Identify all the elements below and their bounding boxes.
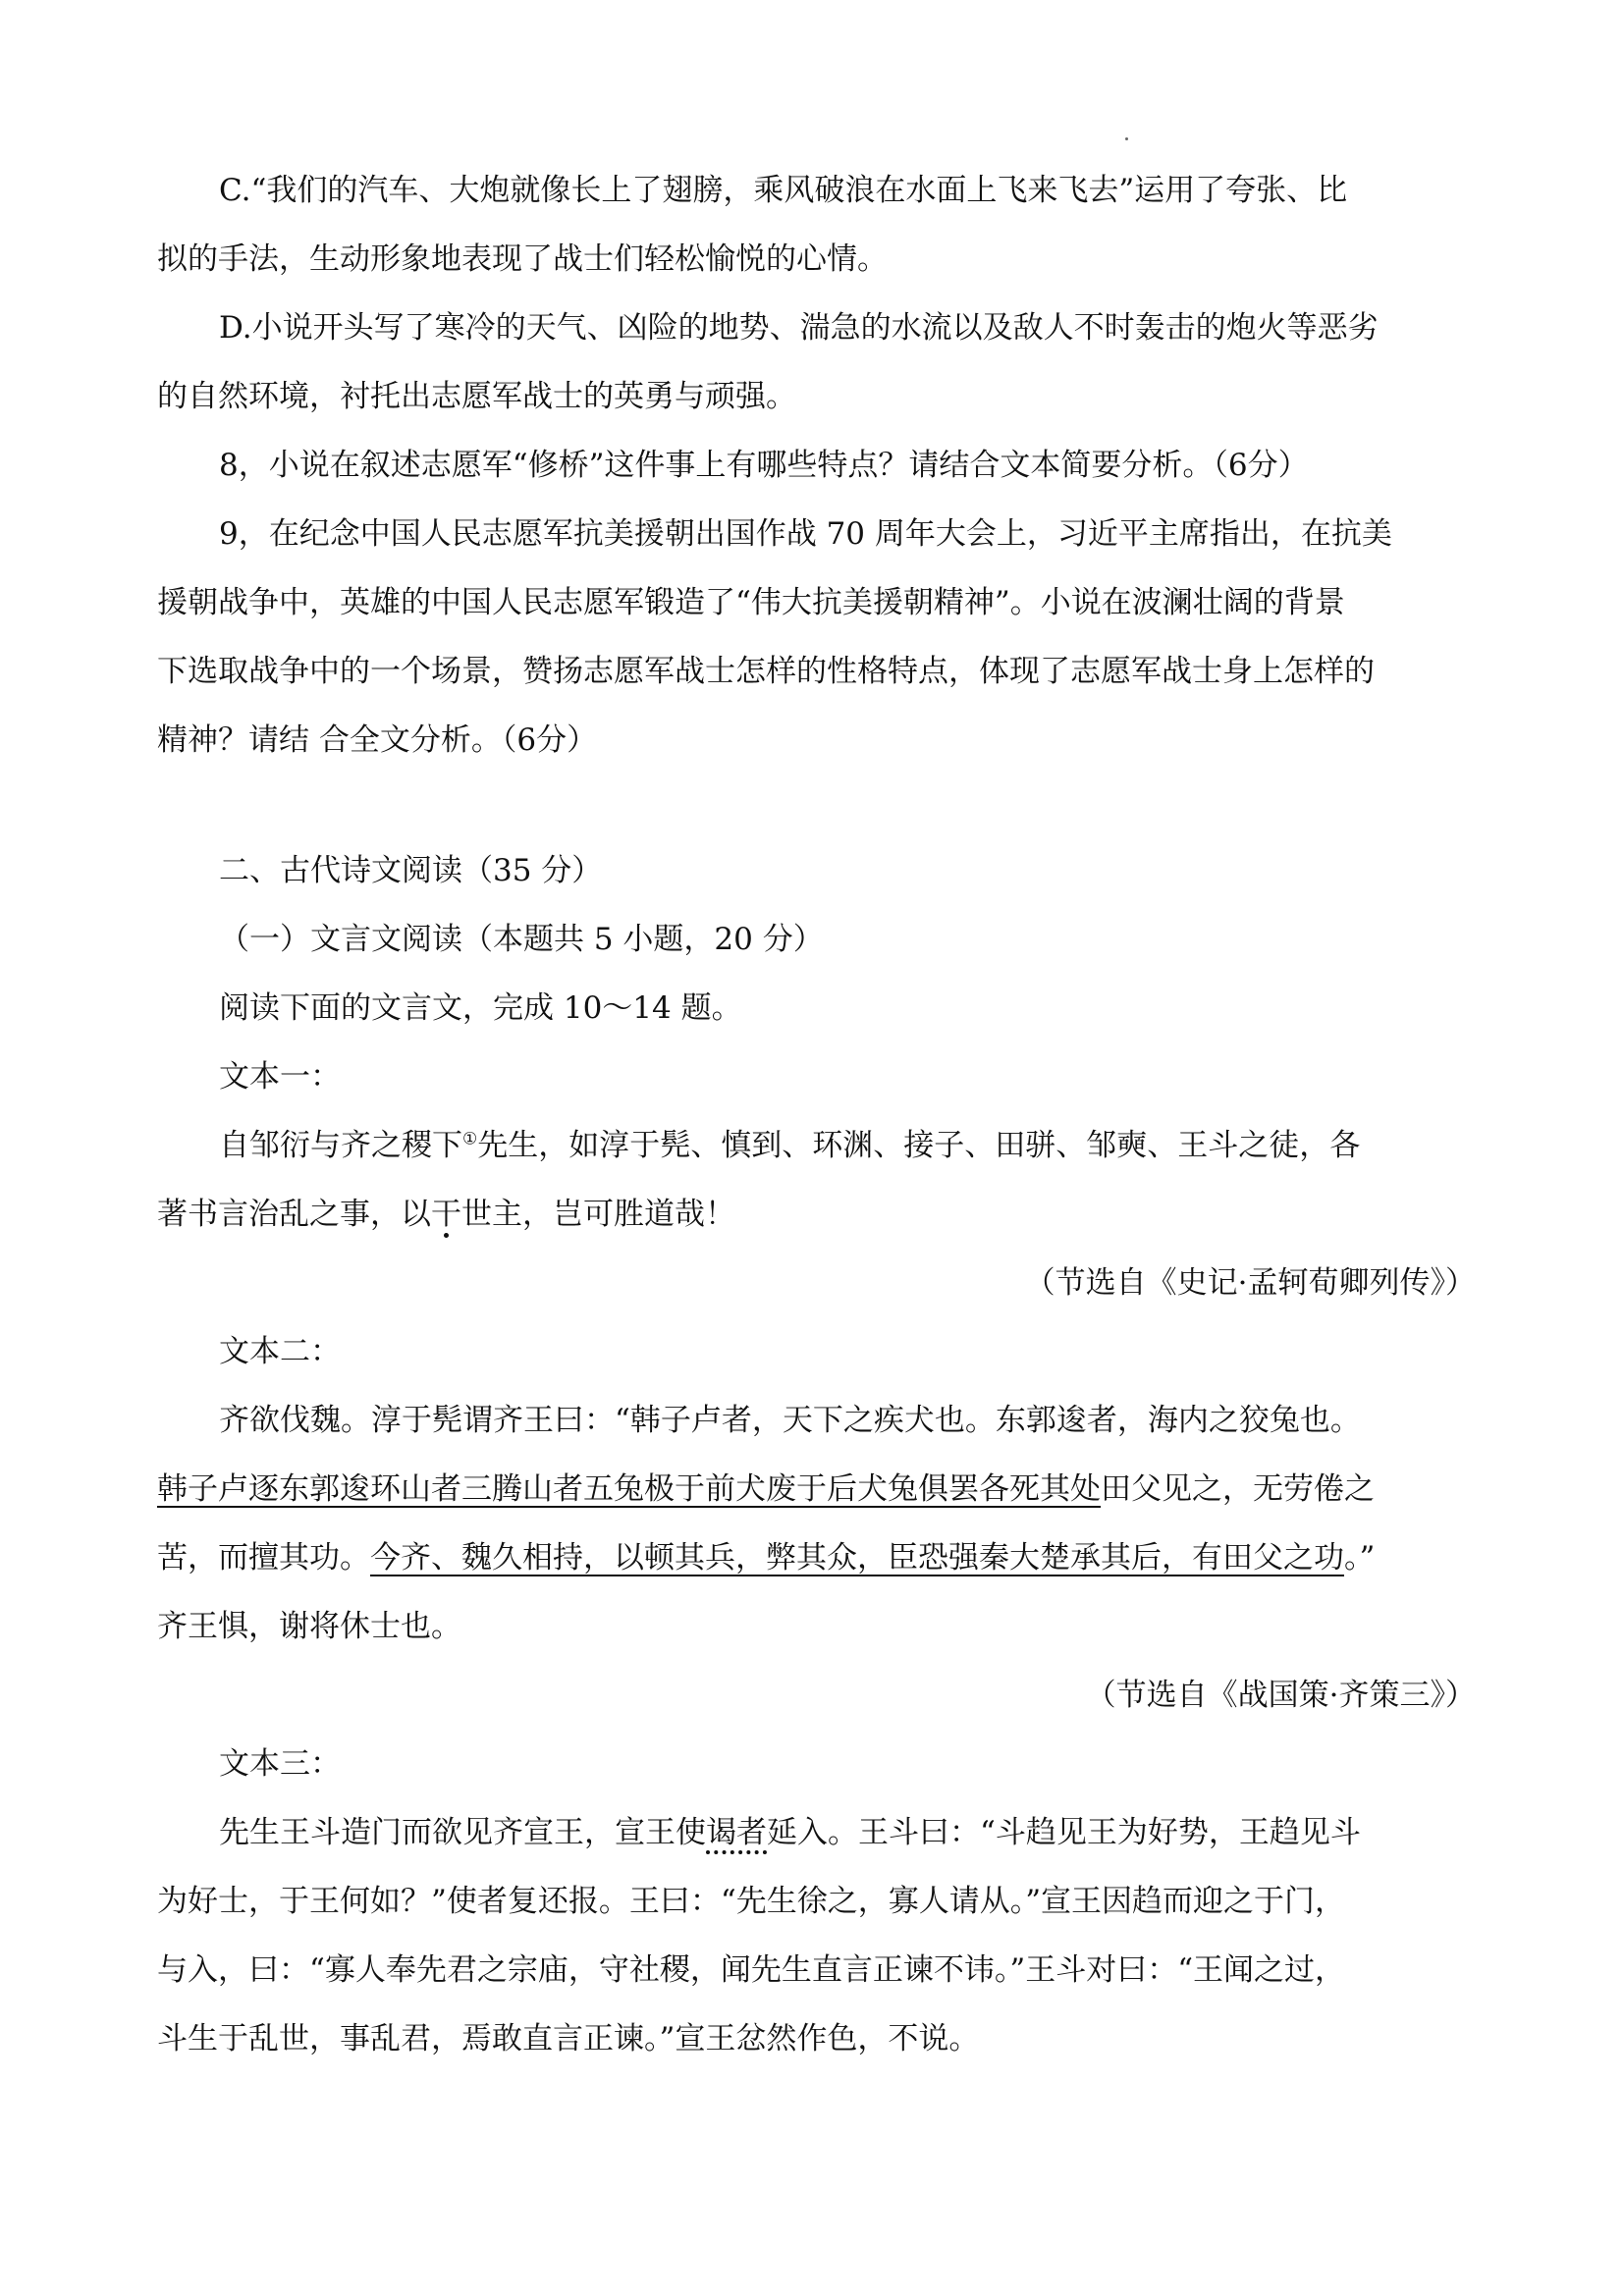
text2-label: 文本二： [219,1334,341,1369]
q7-option-d-line1: D.小说开头写了寒冷的天气、凶险的地势、湍急的水流以及敌人不时轰击的炮火等恶劣 [219,310,1379,346]
section-subtitle: （一）文言文阅读（本题共 5 小题，20 分） [219,922,824,957]
text1-source: （节选自《史记·孟轲荀卿列传》） [1024,1265,1476,1301]
q7-option-c-line2: 拟的手法，生动形象地表现了战士们轻松愉悦的心情。 [157,241,888,277]
text3-line2: 为好士，于王何如？”使者复还报。王曰：“先生徐之，寡人请从。”宣王因趋而迎之于门， [157,1884,1346,1919]
text2-line2: 韩子卢逐东郭逡环山者三腾山者五兔极于前犬废于后犬兔俱罢各死其处田父见之，无劳倦之 [157,1471,1375,1507]
dotted-word: 谒者 [706,1815,767,1850]
q9-line2: 援朝战争中，英雄的中国人民志愿军锻造了“伟大抗美援朝精神”。小说在波澜壮阔的背景 [157,585,1345,620]
q7-option-c-line1: C.“我们的汽车、大炮就像长上了翅膀，乘风破浪在水面上飞来飞去”运用了夸张、比 [219,173,1348,208]
text1-line1: 自邹衍与齐之稷下①先生，如淳于髡、慎到、环渊、接子、田骈、邹奭、王斗之徒，各 [219,1128,1361,1163]
reading-instruction: 阅读下面的文言文，完成 10～14 题。 [219,990,742,1026]
text3-label: 文本三： [219,1746,341,1782]
q9-line4: 精神？请结 合全文分析。（6分） [157,722,598,758]
q9-line3: 下选取战争中的一个场景，赞扬志愿军战士怎样的性格特点，体现了志愿军战士身上怎样的 [157,654,1375,689]
q8-question: 8，小说在叙述志愿军“修桥”这件事上有哪些特点？请结合文本简要分析。（6分） [219,448,1309,483]
text2-line1: 齐欲伐魏。淳于髡谓齐王曰：“韩子卢者，天下之疾犬也。东郭逡者，海内之狡兔也。 [219,1403,1361,1438]
underlined-passage-1: 韩子卢逐东郭逡环山者三腾山者五兔极于前犬废于后犬兔俱罢各死其处 [157,1471,1101,1507]
text2-line4: 齐王惧，谢将休士也。 [157,1609,461,1644]
text1-label: 文本一： [219,1059,341,1095]
text2-source: （节选自《战国策·齐策三》） [1085,1678,1476,1713]
text2-line3: 苦，而擅其功。今齐、魏久相持，以顿其兵，弊其众，臣恐强秦大楚承其后，有田父之功。” [157,1540,1376,1575]
underlined-passage-2: 今齐、魏久相持，以顿其兵，弊其众，臣恐强秦大楚承其后，有田父之功 [370,1540,1344,1575]
dotted-word: 干 [431,1197,461,1232]
q9-line1: 9，在纪念中国人民志愿军抗美援朝出国作战 70 周年大会上，习近平主席指出，在抗美 [219,516,1392,552]
scan-speck [1125,137,1128,140]
text3-line1: 先生王斗造门而欲见齐宣王，宣王使谒者延入。王斗曰：“斗趋见王为好势，王趋见斗 [219,1815,1361,1850]
text3-line3: 与入，曰：“寡人奉先君之宗庙，守社稷，闻先生直言正谏不讳。”王斗对曰：“王闻之过， [157,1952,1346,1988]
footnote-mark: ① [462,1129,478,1149]
section-title: 二、古代诗文阅读（35 分） [219,853,603,888]
text3-line4: 斗生于乱世，事乱君，焉敢直言正谏。”宣王忿然作色，不说。 [157,2021,980,2056]
text1-line2: 著书言治乱之事，以干世主，岂可胜道哉！ [157,1197,735,1232]
q7-option-d-line2: 的自然环境，衬托出志愿军战士的英勇与顽强。 [157,379,796,414]
